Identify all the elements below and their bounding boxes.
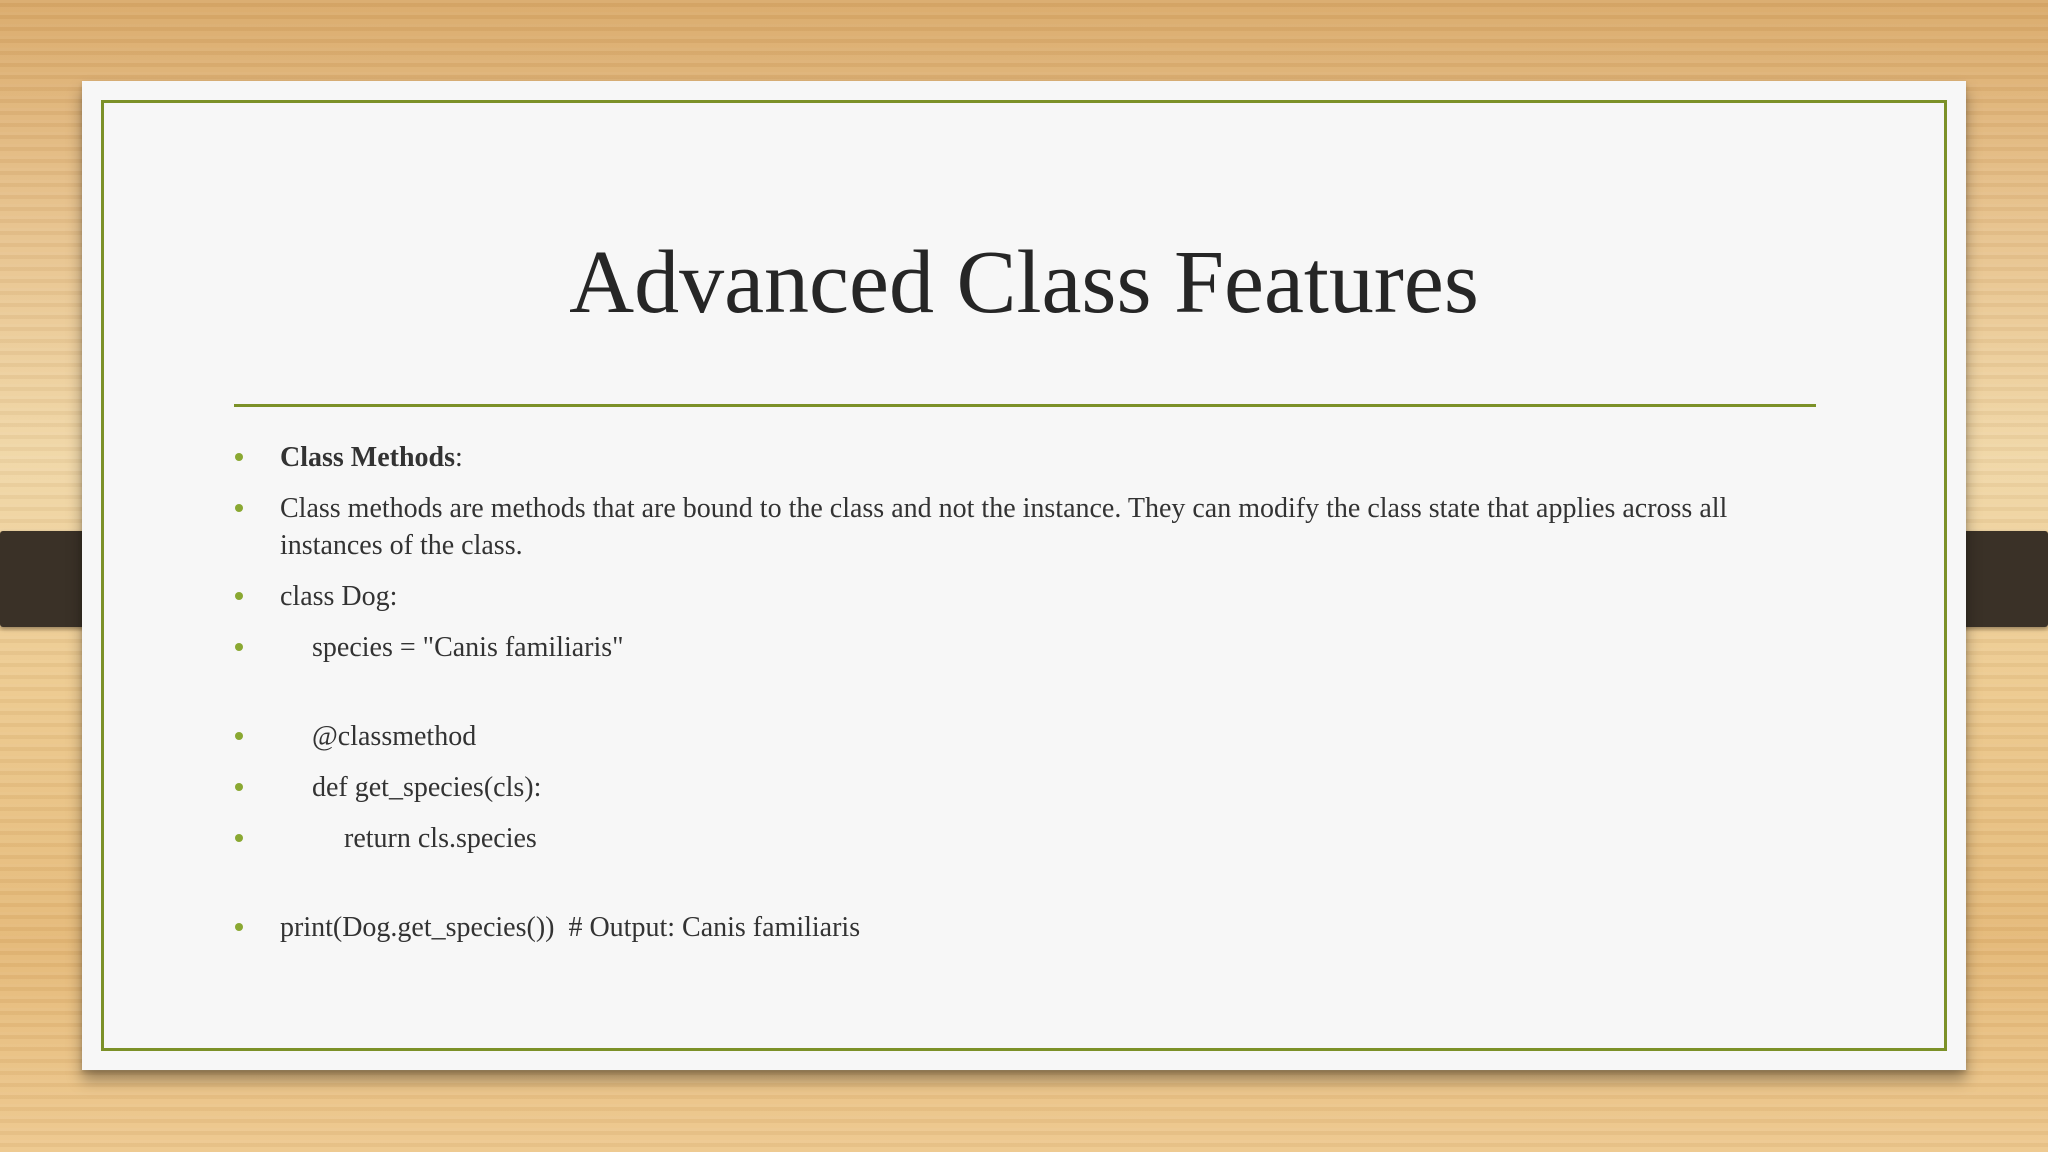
bullet-item — [232, 769, 1822, 806]
code-line: print(Dog.get_species()) # Output: Canis familiaris — [280, 912, 861, 943]
code-line: def get_species(cls): — [312, 772, 542, 803]
slide — [82, 81, 1966, 1070]
bullet-item — [232, 439, 1822, 476]
bullet-item — [232, 718, 1822, 755]
bullet-list — [232, 439, 1822, 960]
bullet-item — [232, 909, 1822, 946]
slide-title: Advanced Class Features — [569, 233, 1479, 332]
code-line: return cls.species — [344, 823, 537, 854]
bullet-text: Class methods are methods that are bound to the class and not the instance. They can modify the class state that applies across all instances of the class. — [280, 493, 1728, 561]
code-line: @classmethod — [312, 721, 477, 752]
bullet-heading: Class Methods — [280, 442, 456, 473]
bullet-item — [232, 490, 1822, 564]
code-line: class Dog: — [280, 581, 398, 612]
title-divider — [234, 404, 1816, 407]
code-line: species = "Canis familiaris" — [312, 632, 624, 663]
bullet-item — [232, 629, 1822, 666]
bullet-heading-suffix: : — [455, 442, 463, 473]
bullet-item — [232, 578, 1822, 615]
bullet-item — [232, 820, 1822, 857]
